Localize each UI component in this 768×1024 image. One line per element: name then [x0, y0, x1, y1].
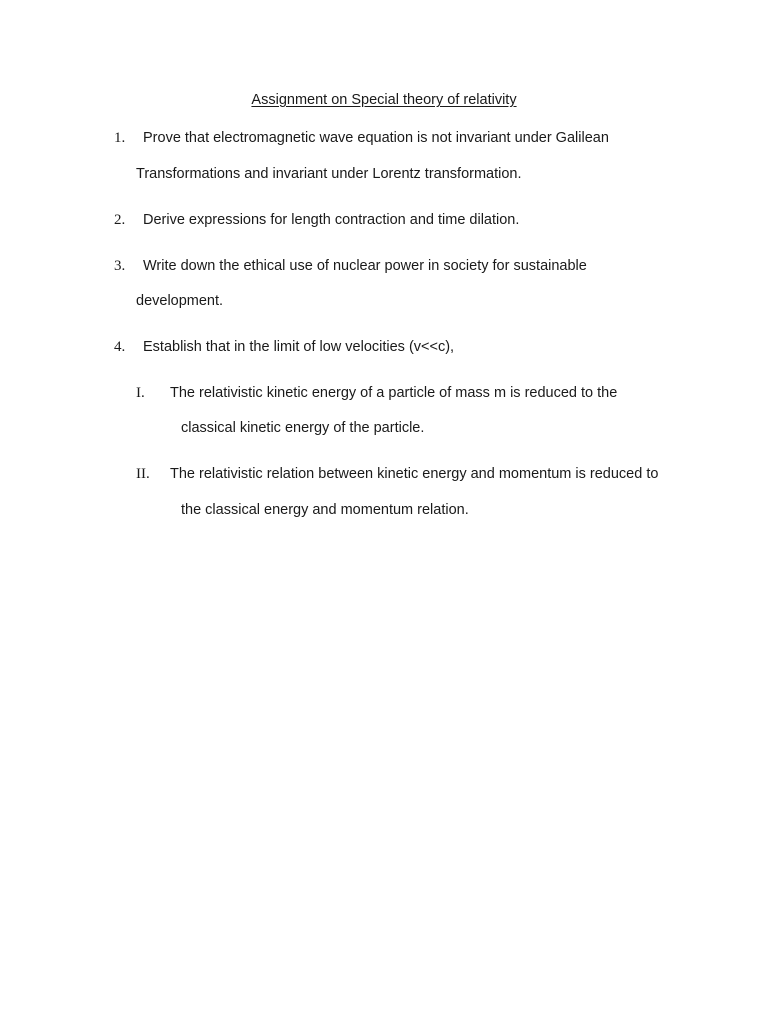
question-number: 4.: [114, 339, 126, 355]
question-number: 3.: [114, 258, 126, 274]
question-text-line: Establish that in the limit of low velocities (v<<c),: [143, 339, 455, 355]
subitem-text-line: The relativistic kinetic energy of a particle of mass m is reduced to the: [170, 385, 618, 401]
subitem-number: II.: [136, 466, 150, 482]
question-text-line: Write down the ethical use of nuclear power in society for sustainable: [143, 258, 587, 274]
question-number: 2.: [114, 212, 126, 228]
subitem-number: I.: [136, 385, 145, 401]
question-text-line: Transformations and invariant under Lorentz transformation.: [136, 166, 522, 182]
question-number: 1.: [114, 130, 126, 146]
question-text-line: Prove that electromagnetic wave equation is not invariant under Galilean: [143, 130, 609, 146]
subitem-text-line: the classical energy and momentum relation.: [181, 502, 469, 518]
question-text-line: development.: [136, 293, 224, 309]
document-title: Assignment on Special theory of relativity: [251, 92, 517, 108]
question-text-line: Derive expressions for length contraction and time dilation.: [143, 212, 520, 228]
subitem-text-line: classical kinetic energy of the particle.: [181, 420, 425, 436]
subitem-text-line: The relativistic relation between kinetic energy and momentum is reduced to: [170, 466, 659, 482]
